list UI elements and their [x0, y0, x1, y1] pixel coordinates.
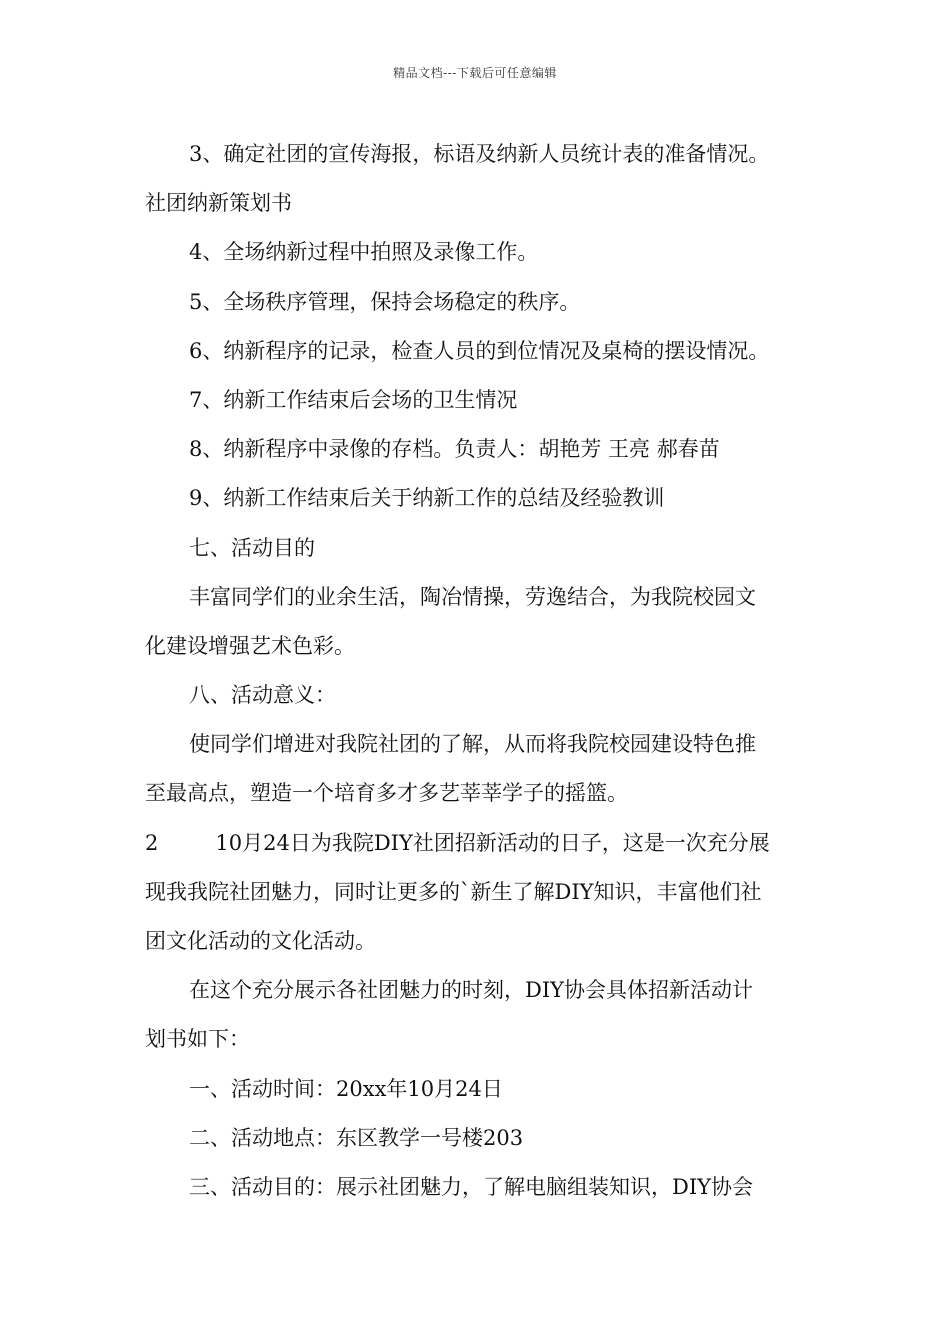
page-header: 精品文档---下载后可任意编辑 [393, 66, 557, 80]
paragraph-line: 7、纳新工作结束后会场的卫生情况 [189, 387, 518, 412]
list-item: 二、活动地点：东区教学一号楼203 [189, 1125, 524, 1150]
paragraph-text: 10月24日为我院DIY社团招新活动的日子，这是一次充分展 [215, 830, 770, 855]
paragraph-line: 6、纳新程序的记录，检查人员的到位情况及桌椅的摆设情况。 [189, 338, 770, 363]
paragraph-line: 丰富同学们的业余生活，陶冶情操，劳逸结合，为我院校园文 [189, 584, 756, 609]
section-heading: 七、活动目的 [189, 535, 315, 560]
paragraph-line: 4、全场纳新过程中拍照及录像工作。 [189, 240, 539, 265]
paragraph-line: 化建设增强艺术色彩。 [145, 633, 355, 658]
paragraph-line: 团文化活动的文化活动。 [145, 929, 376, 953]
paragraph-line: 社团纳新策划书 [145, 191, 292, 216]
paragraph-line: 至最高点，塑造一个培育多才多艺莘莘学子的摇篮。 [145, 781, 628, 806]
document-body [145, 130, 810, 1212]
list-item: 一、活动时间：20xx年10月24日 [189, 1076, 503, 1101]
paragraph-line: 3、确定社团的宣传海报，标语及纳新人员统计表的准备情况。 [189, 142, 770, 166]
paragraph-line: 划书如下： [145, 1027, 250, 1052]
section-heading: 八、活动意义： [189, 683, 336, 708]
list-item: 三、活动目的：展示社团魅力，了解电脑组装知识，DIY协会 [189, 1174, 753, 1199]
paragraph-line: 现我我院社团魅力，同时让更多的`新生了解DIY知识，丰富他们社 [145, 879, 762, 904]
paragraph-line: 5、全场秩序管理，保持会场稳定的秩序。 [189, 289, 581, 314]
paragraph-line: 9、纳新工作结束后关于纳新工作的总结及经验教训 [189, 486, 665, 511]
paragraph-line: 在这个充分展示各社团魅力的时刻，DIY协会具体招新活动计 [189, 978, 753, 1003]
section-number: 2 [145, 830, 159, 855]
paragraph-line: 8、纳新程序中录像的存档。负责人：胡艳芳 王亮 郝春苗 [189, 437, 720, 462]
numbered-paragraph-line [145, 819, 810, 868]
paragraph-line: 使同学们增进对我院社团的了解，从而将我院校园建设特色推 [189, 732, 756, 757]
